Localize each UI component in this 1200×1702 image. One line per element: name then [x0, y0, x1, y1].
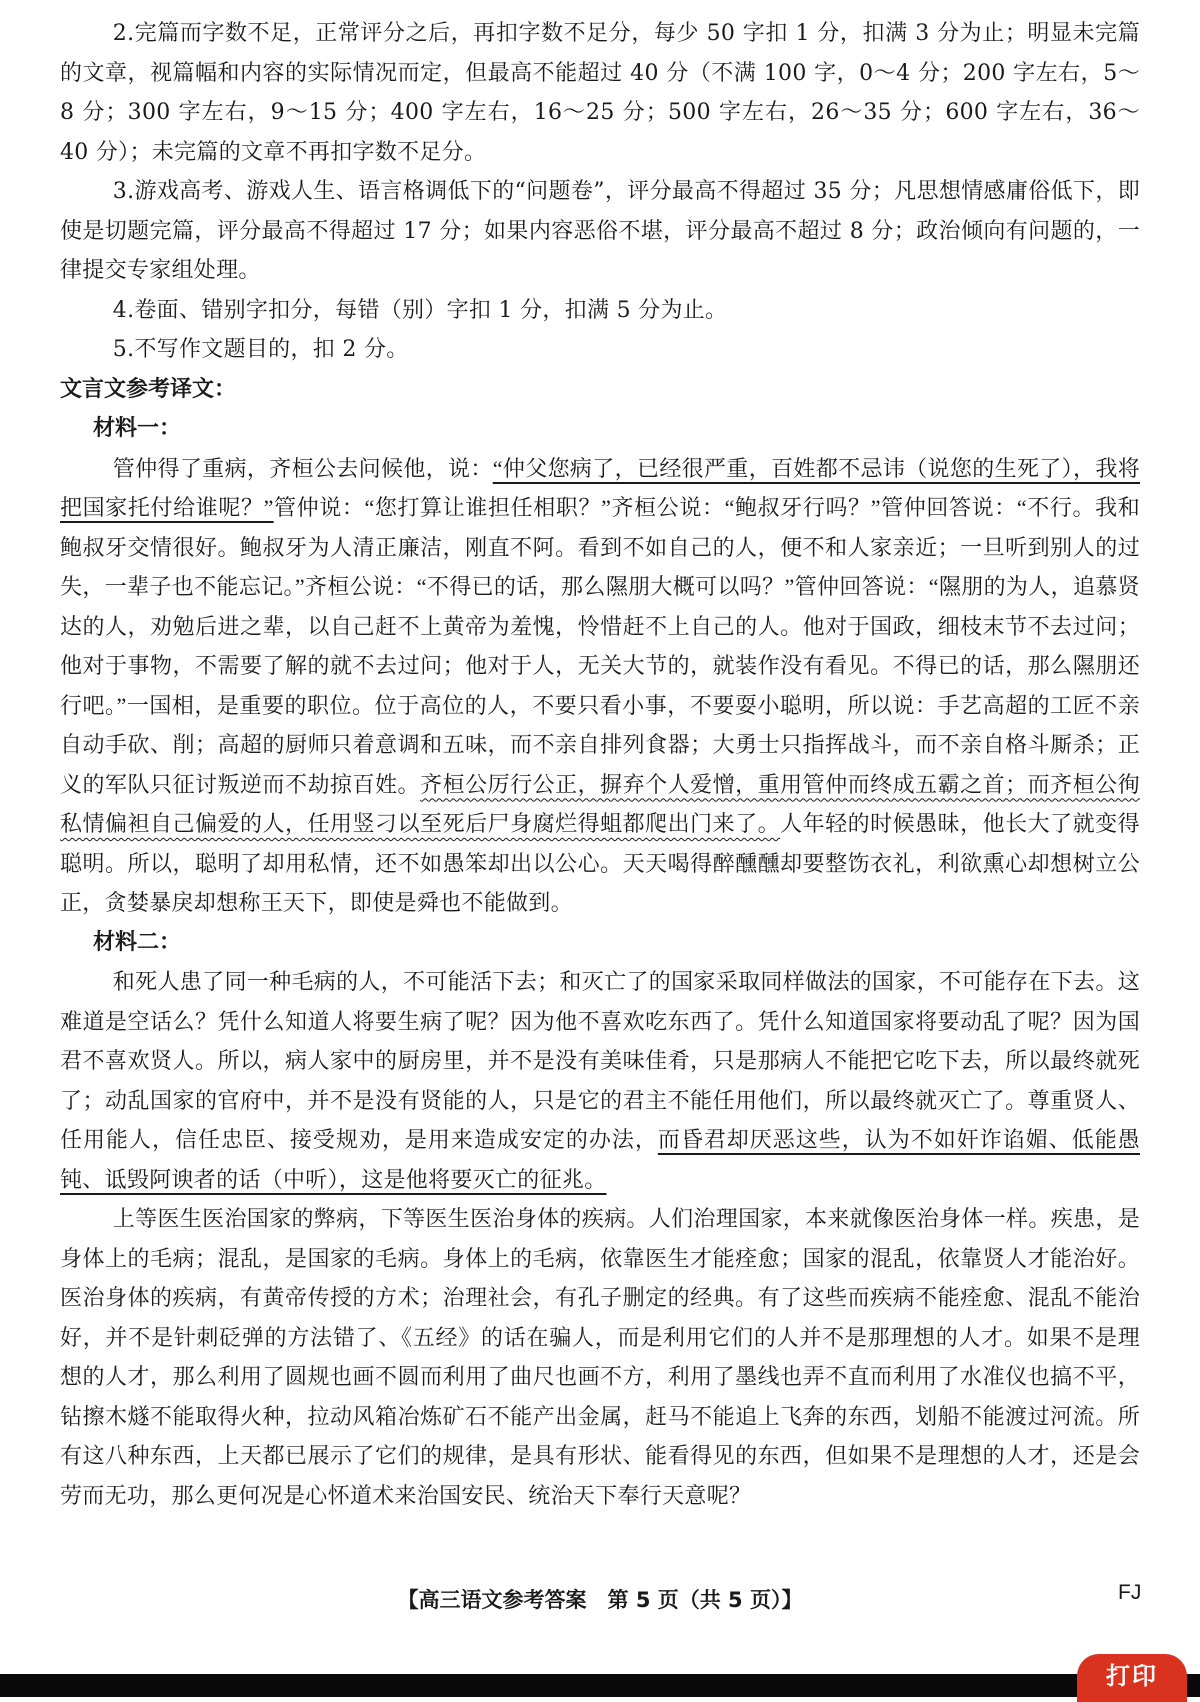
material-1-underlined-quote: “仲父您病了，已经很严重，百姓都不忌讳（说您的生死了），我将把国家托付给谁呢？”	[60, 455, 1140, 520]
material-1-text-end: 人年轻的时候愚昧，他长大了就变得聪明。所以，聪明了却用私情，还不如愚笨却出以公心。天天喝得醉醺醺却要整饬衣礼，利欲熏心却想树立公正，贪婪暴戾却想称王天下，即使是舜也不能做到。	[60, 811, 1140, 915]
material-1-text-middle: 管仲说：“您打算让谁担任相职？”齐桓公说：“鲍叔牙行吗？”管仲回答说：“不行。我和鲍叔牙交情很好。鲍叔牙为人清正廉洁，刚直不阿。看到不如自己的人，便不和人家亲近；一旦听到别人的过失，一辈子也不能忘记。”齐桓公说：“不得已的话，那么隰朋大概可以吗？”管仲回答说：“隰朋的为人，追慕贤达的人，劝勉后进之辈，以自己赶不上黄帝为羞愧，怜惜赶不上自己的人。他对于国政，细枝末节不去过问；他对于事物，不需要了解的就不去过问；他对于人，无关大节的，就装作没有看见。不得已的话，那么隰朋还行吧。”一国相，是重要的职位。位于高位的人，不要只看小事，不要耍小聪明，所以说：手艺高超的工匠不亲自动手砍、削；高超的厨师只着意调和五味，而不亲自排列食器；大勇士只指挥战斗，而不亲自格斗厮杀；正义的军队只征讨叛逆而不劫掠百姓。	[60, 495, 1140, 797]
material-1-title: 材料一：	[93, 415, 182, 441]
page-footer-title: 【高三语文参考答案 第 5 页（共 5 页）】	[397, 1588, 803, 1612]
page-footer-code: FJ	[1118, 1581, 1142, 1604]
translation-heading: 文言文参考译文：	[60, 375, 237, 402]
rule-item-3: 3.游戏高考、游戏人生、语言格调低下的“问题卷”，评分最高不得超过 35 分；凡思想情感庸俗低下，即使是切题完篇，评分最高不得超过 17 分；如果内容恶俗不堪，评分最高不超过 8 分；政治倾向有问题的，一律提交专家组处理。	[60, 179, 1140, 283]
bottom-toolbar	[0, 1674, 1200, 1697]
rule-item-5: 5.不写作文题目的，扣 2 分。	[112, 337, 409, 362]
print-button[interactable]: 打印	[1077, 1654, 1187, 1702]
material-2-underlined-sentence: 而昏君却厌恶这些，认为不如奸诈谄媚、低能愚钝、诋毁阿谀者的话（中听），这是他将要灭亡的征兆。	[60, 1127, 1140, 1192]
material-2-paragraph-2: 上等医生医治国家的弊病，下等医生医治身体的疾病。人们治理国家，本来就像医治身体一样。疾患，是身体上的毛病；混乱，是国家的毛病。身体上的毛病，依靠医生才能痊愈；国家的混乱，依靠贤人才能治好。医治身体的疾病，有黄帝传授的方术；治理社会，有孔子删定的经典。有了这些而疾病不能痊愈、混乱不能治好，并不是针刺砭弹的方法错了、《五经》的话在骗人，而是利用它们的人并不是那理想的人才。如果不是理想的人才，那么利用了圆规也画不圆而利用了曲尺也画不方，利用了墨线也弄不直而利用了水准仪也搞不平，钻擦木燧不能取得火种，拉动风箱冶炼矿石不能产出金属，赶马不能追上飞奔的东西，划船不能渡过河流。所有这八种东西，上天都已展示了它们的规律，是具有形状、能看得见的东西，但如果不是理想的人才，还是会劳而无功，那么更何况是心怀道术来治国安民、统治天下奉行天意呢？	[60, 1206, 1140, 1508]
material-2-title: 材料二：	[93, 928, 182, 955]
rule-item-4: 4.卷面、错别字扣分，每错（别）字扣 1 分，扣满 5 分为止。	[112, 297, 728, 323]
rule-item-2: 2.完篇而字数不足，正常评分之后，再扣字数不足分，每少 50 字扣 1 分，扣满 3 分为止；明显未完篇的文章，视篇幅和内容的实际情况而定，但最高不能超过 40 分（不满 100 字，0～4 分；200 字左右，5～8 分；300 字左右，9～15 分；400 字左右，16～25 分；500 字左右，26～35 分；600 字左右，36～40 分）；未完篇的文章不再扣字数不足分。	[60, 21, 1140, 165]
material-1-text-start: 管仲得了重病，齐桓公去问候他，说：	[112, 455, 493, 481]
material-2-paragraph-1	[60, 962, 1140, 1199]
material-1-paragraph	[60, 449, 1140, 923]
material-1-wavy-underlined: 齐桓公厉行公正，摒弃个人爱憎，重用管仲而终成五霸之首；而齐桓公徇私情偏袒自己偏爱的人，任用竖刁以至死后尸身腐烂得蛆都爬出门来了。	[60, 771, 1140, 836]
material-2-text-start: 和死人患了同一种毛病的人，不可能活下去；和灭亡了的国家采取同样做法的国家，不可能存在下去。这难道是空话么？凭什么知道人将要生病了呢？因为他不喜欢吃东西了。凭什么知道国家将要动乱了呢？因为国君不喜欢贤人。所以，病人家中的厨房里，并不是没有美味佳肴，只是那病人不能把它吃下去，所以最终就死了；动乱国家的官府中，并不是没有贤能的人，只是它的君主不能任用他们，所以最终就灭亡了。尊重贤人、任用能人，信任忠臣、接受规劝，是用来造成安定的办法，	[60, 969, 1140, 1152]
answer-content	[60, 14, 1140, 1515]
